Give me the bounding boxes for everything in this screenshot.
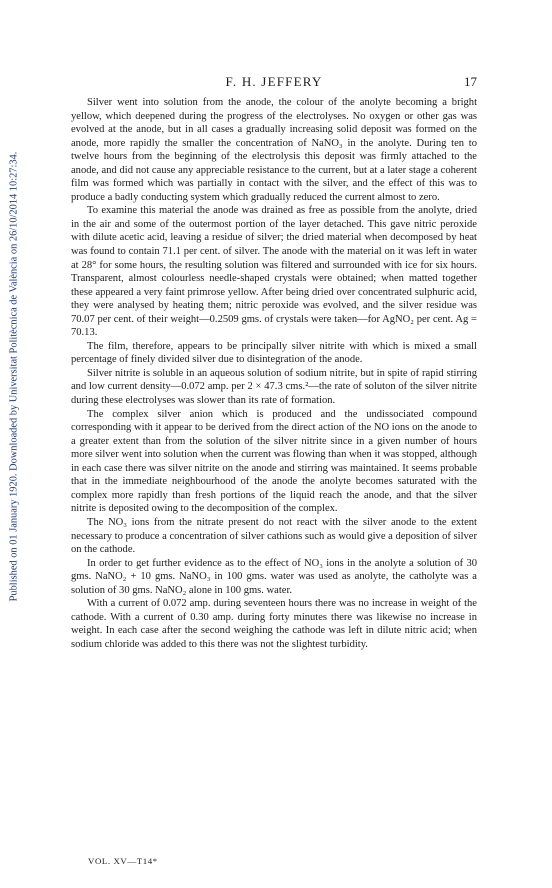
paragraph: The NO₃ ions from the nitrate present do not react with the silver anode to the extent necessary to produce a concentration of silver cathions such as would give a deposition of silver on the cathode. — [71, 516, 477, 556]
page-number: 17 — [464, 74, 477, 89]
paragraph: In order to get further evidence as to the effect of NO₃ ions in the anolyte a solution of 30 gms. NaNO₂ + 10 gms. NaNO₃ in 100 gms. water was used as anolyte, the catholyte was a solution of 30 gms. NaNO₂ alone in 100 gms. water. — [71, 557, 477, 596]
running-title: F. H. JEFFERY — [225, 74, 323, 89]
running-header — [71, 74, 477, 90]
paragraph: To examine this material the anode was drained as free as possible from the anolyte, dried in the air and some of the outermost portion of the layer detached. This gave nitric peroxide with dilute acetic acid, leaving a residue of silver; the dried material when decomposed by heat was found to contain 71.1 per cent. of silver. The anode with the material on it was left in water at 28° for some hours, the resulting solution was filtered and surrounded with ice for six hours. Transparent, almost colourless needle-shaped crystals were obtained; when matted together these appeared a very faint primrose yellow. After being dried over concentrated sulphuric acid, they were analysed by heating them; nitric peroxide was evolved, and the silver residue was 70.07 per cent. of their weight—0.2509 gms. of crystals were taken—for AgNO₂ per cent. Ag = 70.13. — [71, 205, 477, 339]
download-watermark — [0, 96, 32, 656]
watermark-text: Published on 01 January 1920. Downloaded by Universitat Politècnica de València on 26/10/2014 10:27:34. — [8, 151, 20, 601]
paragraph: Silver went into solution from the anode, the colour of the anolyte becoming a bright yellow, which deepened during the progress of the electrolyses. No oxygen or other gas was evolved at the anode, but in all cases a gradually increasing solid deposit was formed on the anode, more rapidly the smaller the concentration of NaNO₃ in the anolyte. During ten to twelve hours from the beginning of the electrolysis this deposit was firmly attached to the anode, and did not cause any appreciable resistance to the current, but at a later stage a coherent film was formed which was partially in contact with the silver, and the effect of this was to produce a badly conducting system which gradually reduced the current almost to zero. — [71, 97, 477, 203]
paragraph: Silver nitrite is soluble in an aqueous solution of sodium nitrite, but in spite of rapid stirring and low current density—0.072 amp. per 2 × 47.3 cms.²—the rate of soluton of the silver nitrite during these electrolyses was slower than its rate of formation. — [71, 367, 477, 407]
volume-signature: VOL. XV—T14* — [88, 856, 158, 866]
page-body — [71, 96, 477, 651]
paragraph: With a current of 0.072 amp. during seventeen hours there was no increase in weight of the cathode. With a current of 0.30 amp. during forty minutes there was likewise no increase in weight. In each case after the second weighing the cathode was left in dilute nitric acid; when sodium chloride was added to this there was not the slightest turbidity. — [71, 598, 477, 650]
paragraph: The film, therefore, appears to be principally silver nitrite with which is mixed a small percentage of finely divided silver due to disintegration of the anode. — [71, 340, 477, 366]
paragraph: The complex silver anion which is produced and the undissociated compound corresponding with it appear to be derived from the direct action of the NO ions on the anode to a greater extent than from the solution of the silver nitrite since in a given number of hours more silver went into solution when the current was flowing than when it was stopped, although in each case there was silver nitrite on the anode and stirring was maintained. It seems probable that in the immediate neighbourhood of the anode the anolyte becomes saturated with the complex more rapidly than fresh portions of the liquid reach the anode, and that the silver nitrite is deposited owing to the decomposition of the complex. — [71, 408, 477, 515]
